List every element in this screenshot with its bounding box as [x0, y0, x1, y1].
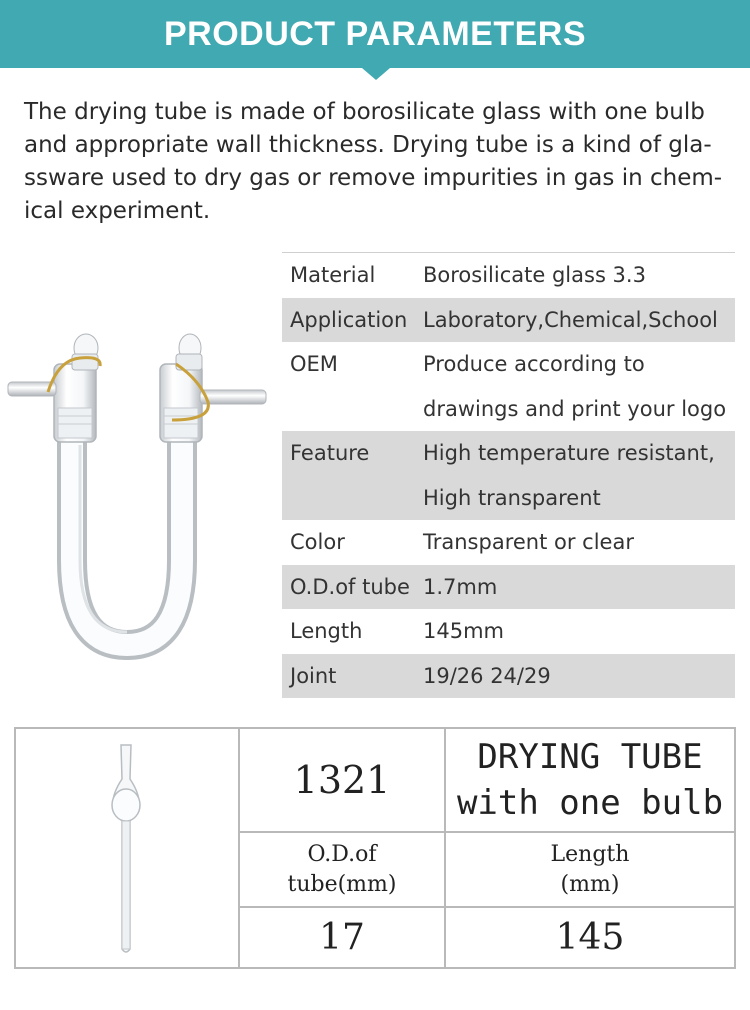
u-tube-product-image [0, 320, 280, 690]
spec-table [282, 252, 735, 698]
spec-value [417, 298, 735, 343]
product-info-table [14, 727, 736, 969]
spec-label [282, 298, 417, 343]
spec-label [282, 431, 417, 520]
od-value: 17 [319, 917, 365, 958]
spec-label [282, 565, 417, 610]
spec-label-text: Application [290, 307, 408, 332]
spec-row [282, 609, 735, 654]
spec-value-line: drawings and print your logo [423, 396, 727, 421]
spec-row [282, 253, 735, 298]
product-name [446, 729, 734, 831]
header-banner [0, 0, 750, 68]
spec-label [282, 520, 417, 565]
length-header [446, 833, 734, 906]
length-header-line: (mm) [560, 871, 620, 897]
spec-label-text: Color [290, 530, 345, 554]
spec-label-text: Length [290, 619, 363, 643]
spec-row [282, 431, 735, 520]
spec-value [417, 654, 735, 699]
product-description [24, 96, 729, 228]
spec-value-line: Borosilicate glass 3.3 [423, 263, 646, 287]
spec-label-text: O.D.of tube [290, 574, 410, 599]
spec-value [417, 609, 735, 654]
spec-value [417, 431, 735, 520]
spec-label-text: OEM [290, 352, 338, 376]
spec-value-line: 19/26 24/29 [423, 663, 551, 688]
spec-value [417, 565, 735, 610]
od-header-line: O.D.of [307, 841, 377, 867]
drying-tube-image [86, 739, 166, 961]
spec-row [282, 565, 735, 610]
spec-row [282, 654, 735, 699]
spec-row [282, 520, 735, 565]
product-name-line: DRYING TUBE [477, 737, 703, 777]
product-code: 1321 [293, 758, 391, 802]
spec-value-line: 1.7mm [423, 574, 498, 599]
length-header-line: Length [550, 841, 630, 867]
spec-value [417, 520, 735, 565]
spec-row [282, 342, 735, 431]
description-line: The drying tube is made of borosilicate glass with one bulb [24, 99, 705, 125]
spec-value-line: High transparent [423, 485, 601, 510]
page-title: PRODUCT PARAMETERS [163, 14, 587, 53]
spec-value-line: Transparent or clear [423, 530, 634, 554]
spec-value-line: 145mm [423, 619, 504, 643]
length-value: 145 [555, 917, 625, 958]
spec-label-text: Feature [290, 441, 370, 465]
spec-label [282, 654, 417, 699]
product-name-line: with one bulb [456, 783, 724, 823]
spec-label [282, 609, 417, 654]
spec-value [417, 342, 735, 431]
spec-label [282, 253, 417, 298]
od-header [240, 833, 444, 906]
description-line: ssware used to dry gas or remove impurities in gas in chem- [24, 165, 723, 191]
spec-label-text: Material [290, 263, 376, 287]
spec-value [417, 253, 735, 298]
description-line: ical experiment. [24, 198, 211, 224]
description-line: and appropriate wall thickness. Drying tube is a kind of gla- [24, 132, 712, 158]
spec-label [282, 342, 417, 431]
spec-value-line: Laboratory,Chemical,School [423, 307, 718, 332]
spec-label-text: Joint [290, 663, 337, 688]
banner-notch [362, 68, 390, 80]
od-header-line: tube(mm) [287, 871, 397, 897]
spec-value-line: High temperature resistant, [423, 441, 715, 465]
spec-row [282, 298, 735, 343]
spec-value-line: Produce according to [423, 352, 645, 376]
